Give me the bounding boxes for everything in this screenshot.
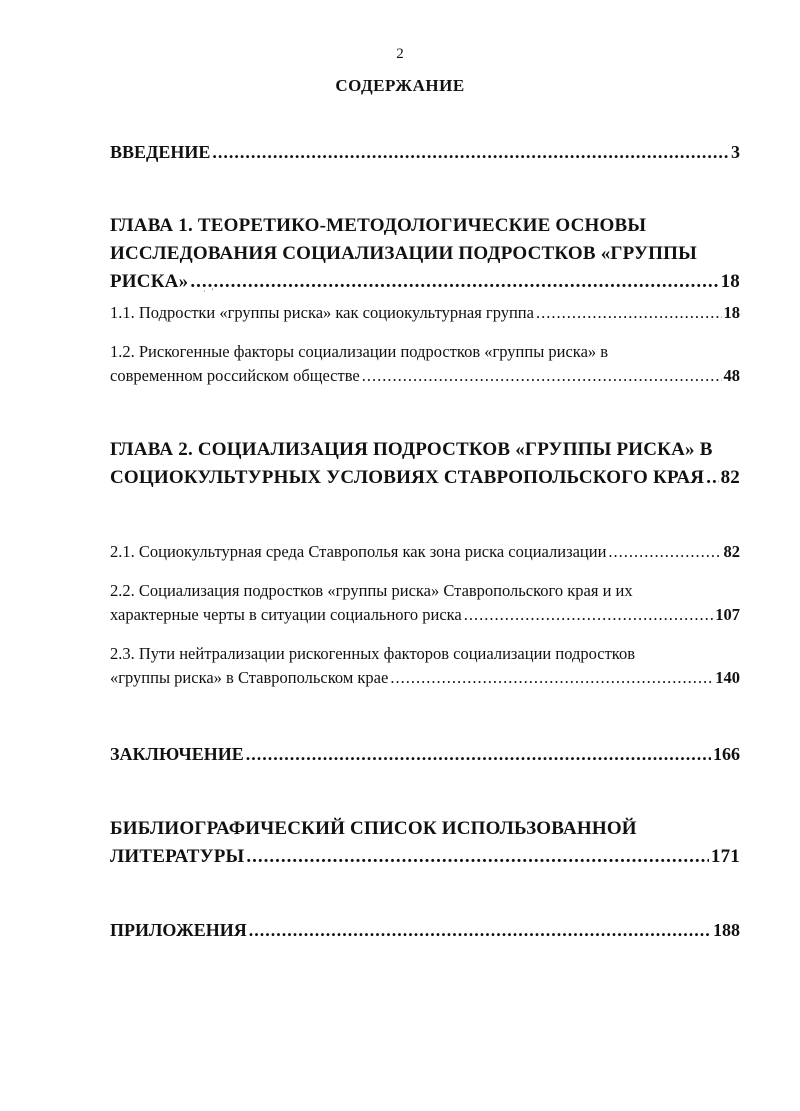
- toc-page-number: 140: [715, 668, 740, 687]
- toc-page-number: 3: [731, 142, 740, 162]
- toc-entry-title: 1.1. Подростки «группы риска» как социокультурная группа: [110, 303, 534, 322]
- toc-entry-line: БИБЛИОГРАФИЧЕСКИЙ СПИСОК ИСПОЛЬЗОВАННОЙ: [110, 818, 637, 839]
- toc-entry-title: СОЦИОКУЛЬТУРНЫХ УСЛОВИЯХ СТАВРОПОЛЬСКОГО КРАЯ: [110, 467, 705, 488]
- dot-leader: [706, 464, 718, 492]
- page-number: 2: [396, 46, 404, 62]
- dot-leader: [249, 918, 711, 942]
- dot-leader: [390, 666, 713, 690]
- dot-leader: [246, 843, 709, 871]
- dot-leader: [246, 742, 711, 766]
- toc-entry-bibliography: [110, 815, 740, 871]
- toc-entry-title: ПРИЛОЖЕНИЯ: [110, 920, 247, 940]
- toc-page-number: 188: [713, 920, 740, 940]
- toc-entry-section-2-3: [110, 642, 740, 690]
- toc-entry-line: ГЛАВА 1. ТЕОРЕТИКО-МЕТОДОЛОГИЧЕСКИЕ ОСНОВЫ: [110, 215, 647, 236]
- toc-page-number: 18: [723, 303, 740, 322]
- dot-leader: [608, 540, 721, 564]
- toc-entry-chapter-1: [110, 212, 740, 296]
- toc-entry-title: РИСКА»: [110, 271, 189, 292]
- toc-page-number: 171: [710, 846, 740, 867]
- dot-leader: [362, 364, 722, 388]
- toc-entry-title: ЗАКЛЮЧЕНИЕ: [110, 744, 244, 764]
- toc-page-number: 48: [723, 366, 740, 385]
- scan-artifact: ·': [203, 287, 220, 296]
- toc-entry-section-1-2: [110, 340, 740, 388]
- toc-entry-line: ИССЛЕДОВАНИЯ СОЦИАЛИЗАЦИИ ПОДРОСТКОВ «ГРУППЫ: [110, 243, 697, 264]
- toc-entry-title: современном российском обществе: [110, 366, 360, 385]
- dot-leader: [212, 140, 729, 164]
- toc-page-number: 107: [715, 605, 740, 624]
- toc-page-number: 82: [723, 542, 740, 561]
- toc-title: СОДЕРЖАНИЕ: [335, 76, 465, 95]
- dot-leader: [464, 603, 713, 627]
- dot-leader: [536, 301, 722, 325]
- toc-entry-title: «группы риска» в Ставропольском крае: [110, 668, 389, 687]
- toc-page-number: 18: [720, 271, 740, 292]
- toc-entry-conclusion: [110, 742, 740, 766]
- dot-leader: [190, 268, 718, 296]
- toc-page-number: 82: [720, 467, 740, 488]
- toc-entry-appendices: [110, 918, 740, 942]
- toc-entry-title: ВВЕДЕНИЕ: [110, 142, 211, 162]
- toc-entry-title: 2.1. Социокультурная среда Ставрополья как зона риска социализации: [110, 542, 607, 561]
- toc-entry-section-2-2: [110, 579, 740, 627]
- toc-entry-title: характерные черты в ситуации социального риска: [110, 605, 462, 624]
- toc-entry-section-1-1: [110, 301, 740, 325]
- toc-entry-line: 1.2. Рискогенные факторы социализации подростков «группы риска» в: [110, 342, 609, 361]
- toc-entry-title: ЛИТЕРАТУРЫ: [110, 846, 245, 867]
- toc-entry-line: 2.3. Пути нейтрализации рискогенных факторов социализации подростков: [110, 644, 636, 663]
- toc-entry-line: 2.2. Социализация подростков «группы риска» Ставропольского края и их: [110, 581, 633, 600]
- toc-entry-section-2-1: [110, 540, 740, 564]
- toc-entry-line: ГЛАВА 2. СОЦИАЛИЗАЦИЯ ПОДРОСТКОВ «ГРУППЫ РИСКА» В: [110, 439, 713, 460]
- toc-page-number: 166: [713, 744, 740, 764]
- toc-entry-chapter-2: [110, 436, 740, 492]
- toc-entry-introduction: [110, 140, 740, 164]
